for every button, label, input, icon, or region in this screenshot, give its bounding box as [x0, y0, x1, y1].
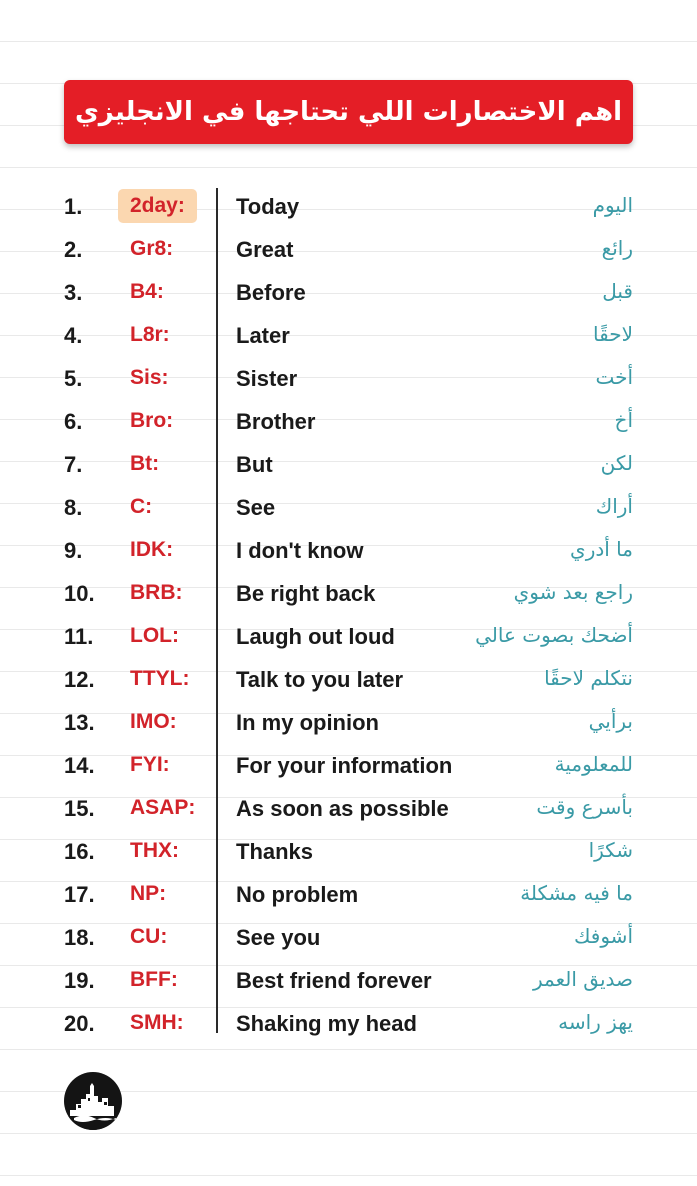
english-meaning: Today [236, 194, 300, 219]
abbreviation: IDK: [130, 538, 174, 561]
list-item [0, 573, 697, 616]
arabic-meaning: قبل [602, 279, 633, 303]
list-item [0, 272, 697, 315]
item-number: 15. [64, 796, 95, 821]
item-number: 6. [64, 409, 83, 434]
abbreviation: IMO: [130, 710, 177, 733]
abbreviation: THX: [130, 839, 179, 862]
english-meaning: Thanks [236, 839, 314, 864]
item-number: 14. [64, 753, 95, 778]
abbreviation: L8r: [130, 323, 170, 346]
item-number: 10. [64, 581, 95, 606]
item-number: 16. [64, 839, 95, 864]
item-number: 12. [64, 667, 95, 692]
english-meaning: No problem [236, 882, 359, 907]
abbreviation: LOL: [130, 624, 179, 647]
english-meaning: Shaking my head [236, 1011, 417, 1036]
arabic-meaning: نتكلم لاحقًا [544, 666, 633, 690]
arabic-meaning: راجع بعد شوي [513, 580, 633, 604]
list-item [0, 745, 697, 788]
arabic-meaning: شكرًا [588, 838, 633, 862]
item-number: 19. [64, 968, 95, 993]
abbreviation: Gr8: [130, 237, 174, 260]
arabic-meaning: أشوفك [573, 924, 633, 948]
english-meaning: Brother [236, 409, 316, 434]
english-meaning: Be right back [236, 581, 376, 606]
arabic-meaning: أخ [614, 408, 633, 432]
list-item [0, 229, 697, 272]
abbreviation: C: [130, 495, 153, 518]
arabic-meaning: أضحك بصوت عالي [475, 623, 633, 647]
list-item [0, 917, 697, 960]
english-meaning: See you [236, 925, 321, 950]
english-meaning: See [236, 495, 276, 520]
arabic-meaning: برأيي [588, 709, 633, 733]
arabic-meaning: ما أدري [570, 537, 633, 561]
arabic-meaning: صديق العمر [533, 967, 633, 991]
list-item [0, 487, 697, 530]
list-item [0, 702, 697, 745]
item-number: 7. [64, 452, 83, 477]
list-item [0, 358, 697, 401]
abbreviation: 2day: [118, 189, 197, 223]
item-number: 20. [64, 1011, 95, 1036]
title-banner [64, 80, 633, 144]
english-meaning: Later [236, 323, 290, 348]
skyline-logo-icon [64, 1072, 122, 1130]
list-item [0, 960, 697, 1003]
arabic-meaning: أخت [595, 365, 633, 389]
abbreviation: CU: [130, 925, 168, 948]
english-meaning: Before [236, 280, 306, 305]
english-meaning: Great [236, 237, 294, 262]
abbreviation: Bro: [130, 409, 174, 432]
english-meaning: Laugh out loud [236, 624, 395, 649]
abbreviation: Bt: [130, 452, 160, 475]
item-number: 13. [64, 710, 95, 735]
list-item [0, 444, 697, 487]
item-number: 3. [64, 280, 83, 305]
english-meaning: I don't know [236, 538, 364, 563]
arabic-meaning: رائع [601, 236, 633, 260]
abbreviation: NP: [130, 882, 167, 905]
english-meaning: As soon as possible [236, 796, 449, 821]
english-meaning: Sister [236, 366, 298, 391]
abbreviation: Sis: [130, 366, 169, 389]
english-meaning: But [236, 452, 273, 477]
item-number: 17. [64, 882, 95, 907]
item-number: 11. [64, 624, 94, 649]
page-title: اهم الاختصارات اللي تحتاجها في الانجليزي [74, 97, 623, 127]
item-number: 18. [64, 925, 95, 950]
item-number: 8. [64, 495, 83, 520]
english-meaning: In my opinion [236, 710, 379, 735]
abbreviation: BFF: [130, 968, 178, 991]
list-item [0, 1003, 697, 1046]
abbreviation: TTYL: [130, 667, 190, 690]
english-meaning: Best friend forever [236, 968, 432, 993]
arabic-meaning: يهز راسه [558, 1010, 633, 1034]
arabic-meaning: للمعلومية [554, 752, 633, 776]
circular-logo-icon [64, 1072, 122, 1130]
arabic-meaning: لكن [600, 451, 633, 475]
item-number: 4. [64, 323, 83, 348]
arabic-meaning: أراك [595, 494, 633, 518]
english-meaning: For your information [236, 753, 453, 778]
item-number: 9. [64, 538, 83, 563]
list-item [0, 186, 697, 229]
item-number: 1. [64, 194, 83, 219]
list-item [0, 530, 697, 573]
list-item [0, 874, 697, 917]
abbreviation: ASAP: [130, 796, 196, 819]
abbreviation: SMH: [130, 1011, 184, 1034]
list-item [0, 616, 697, 659]
list-item [0, 659, 697, 702]
item-number: 2. [64, 237, 83, 262]
list-item [0, 315, 697, 358]
list-item [0, 831, 697, 874]
arabic-meaning: بأسرع وقت [536, 795, 633, 819]
abbreviation: B4: [130, 280, 164, 303]
arabic-meaning: اليوم [592, 193, 633, 217]
abbreviation: BRB: [130, 581, 183, 604]
item-number: 5. [64, 366, 83, 391]
list-item [0, 788, 697, 831]
list-item [0, 401, 697, 444]
abbreviation: FYI: [130, 753, 170, 776]
abbreviation-list [0, 186, 697, 1046]
arabic-meaning: لاحقًا [593, 322, 633, 346]
english-meaning: Talk to you later [236, 667, 404, 692]
arabic-meaning: ما فيه مشكلة [520, 881, 633, 905]
